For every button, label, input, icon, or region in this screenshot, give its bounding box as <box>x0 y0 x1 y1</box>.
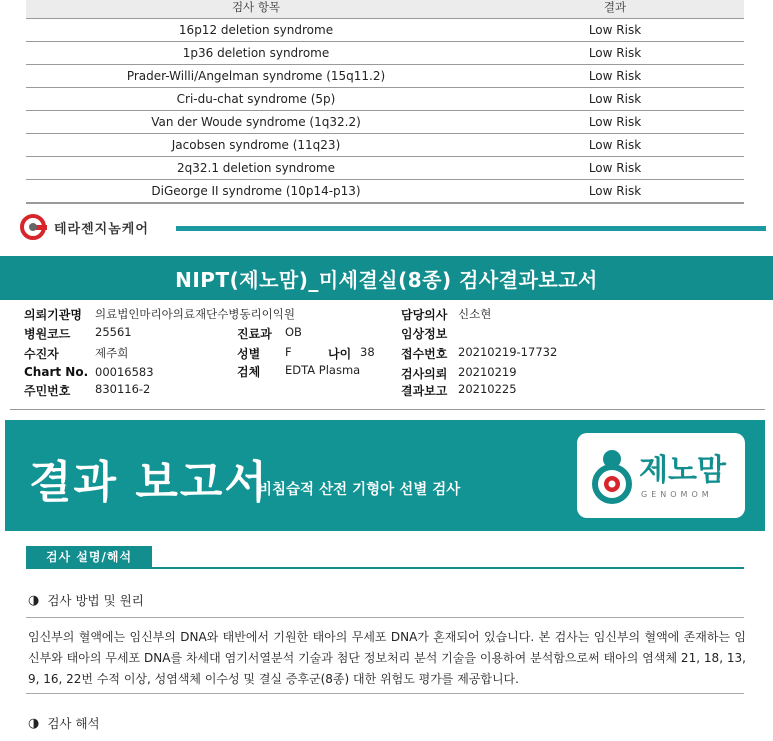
section-tab <box>26 546 152 568</box>
row-item: 16p12 deletion syndrome <box>178 23 334 37</box>
table-row <box>26 180 744 203</box>
row-item: Jacobsen syndrome (11q23) <box>171 138 341 152</box>
row-result: Low Risk <box>588 115 642 129</box>
report-date-value: 20210225 <box>458 382 517 396</box>
specimen-label: 검체 <box>237 365 261 379</box>
table-row <box>26 42 744 65</box>
receipt-label: 접수번호 <box>401 347 448 361</box>
hospital-code-label: 병원코드 <box>24 327 71 341</box>
department-label: 진료과 <box>237 327 272 341</box>
institution-value: 의료법인마리아의료재단수병동리이익원 <box>95 307 295 321</box>
header-result: 결과 <box>603 0 627 14</box>
header-item: 검사 항목 <box>231 0 281 14</box>
method-title: 검사 방법 및 원리 <box>47 593 144 608</box>
chart-no-label: Chart No. <box>24 365 89 379</box>
request-date-label: 검사의뢰 <box>401 367 448 381</box>
banner-title: 결과 보고서 <box>29 457 269 508</box>
row-item: 1p36 deletion syndrome <box>182 46 330 60</box>
row-item: 2q32.1 deletion syndrome <box>177 161 335 175</box>
method-top-rule <box>26 617 744 618</box>
banner-subtitle: 비침습적 산전 기형아 선별 검사 <box>258 482 461 498</box>
method-description: 임신부의 혈액에는 임신부의 DNA와 태반에서 기원한 태아의 무세포 DNA가 혼재되어 있습니다. 본 검사는 임신부의 혈액에 존재하는 임신부와 태아의 무세포 DNA를 차세대 염기서열분석 기술과 첨단 정보처리 분석 기술을 이용하여 분석함으로써 태아의 염색체 21, 18, 13, 9, 16, 22번 수적 이상, 성염색체 이수성 및 결실 증후군(8종) 대한 위험도 평가를 제공합니다. <box>28 630 746 686</box>
institution-label: 의뢰기관명 <box>24 308 82 322</box>
doctor-value: 신소현 <box>458 307 492 321</box>
row-result: Low Risk <box>588 184 642 198</box>
hospital-code-value: 25561 <box>95 325 132 339</box>
row-result: Low Risk <box>588 138 642 152</box>
row-result: Low Risk <box>588 69 642 83</box>
table-header <box>26 0 744 19</box>
genomom-logo <box>577 433 745 518</box>
row-item: Van der Woude syndrome (1q32.2) <box>151 115 361 129</box>
doctor-label: 담당의사 <box>401 308 448 322</box>
row-result: Low Risk <box>588 92 642 106</box>
id-number-label: 주민번호 <box>24 384 71 398</box>
half-circle-icon: ◑ <box>28 715 40 731</box>
chart-no-value: 00016583 <box>95 365 154 379</box>
sex-value: F <box>285 345 292 359</box>
brand-english: GENOMOM <box>641 490 713 499</box>
method-bottom-rule <box>26 693 744 694</box>
logo-text: 테라젠지놈케어 <box>54 221 149 237</box>
id-number-value: 830116-2 <box>95 382 151 396</box>
row-result: Low Risk <box>588 46 642 60</box>
table-bottom-rule <box>26 203 744 206</box>
row-result: Low Risk <box>588 161 642 175</box>
clinical-label: 임상정보 <box>401 327 448 341</box>
specimen-value: EDTA Plasma <box>285 363 361 377</box>
results-table <box>26 0 744 206</box>
method-heading <box>28 591 144 609</box>
patient-info <box>0 300 773 410</box>
report-title: NIPT(제노맘)_미세결실(8종) 검사결과보고서 <box>175 267 598 292</box>
logo-divider <box>176 226 766 231</box>
sex-label: 성별 <box>237 347 261 361</box>
interpretation-title: 검사 해석 <box>47 716 100 731</box>
half-circle-icon: ◑ <box>28 592 40 608</box>
section-rule <box>26 567 744 569</box>
section-tab-label: 검사 설명/해석 <box>45 550 133 564</box>
table-row <box>26 88 744 111</box>
info-divider <box>10 409 765 410</box>
report-title-band <box>0 256 773 300</box>
row-item: Cri-du-chat syndrome (5p) <box>176 92 336 106</box>
row-result: Low Risk <box>588 23 642 37</box>
department-value: OB <box>285 325 302 339</box>
logo-icon <box>20 214 50 240</box>
table-row <box>26 19 744 42</box>
table-row <box>26 65 744 88</box>
company-logo <box>20 214 149 240</box>
receipt-value: 20210219-17732 <box>458 345 558 359</box>
report-banner <box>5 420 765 531</box>
table-row <box>26 134 744 157</box>
table-row <box>26 157 744 180</box>
request-date-value: 20210219 <box>458 365 517 379</box>
brand-korean: 제노맘 <box>639 453 726 488</box>
age-label: 나이 <box>328 347 352 361</box>
row-item: Prader-Willi/Angelman syndrome (15q11.2) <box>126 69 386 83</box>
patient-label: 수진자 <box>24 347 59 361</box>
report-date-label: 결과보고 <box>401 384 448 398</box>
table-row <box>26 111 744 134</box>
row-item: DiGeorge II syndrome (10p14-p13) <box>151 184 361 198</box>
genomom-logo-icon <box>589 447 635 505</box>
interpretation-heading <box>28 714 100 732</box>
patient-value: 제주희 <box>95 346 129 360</box>
age-value: 38 <box>360 345 375 359</box>
